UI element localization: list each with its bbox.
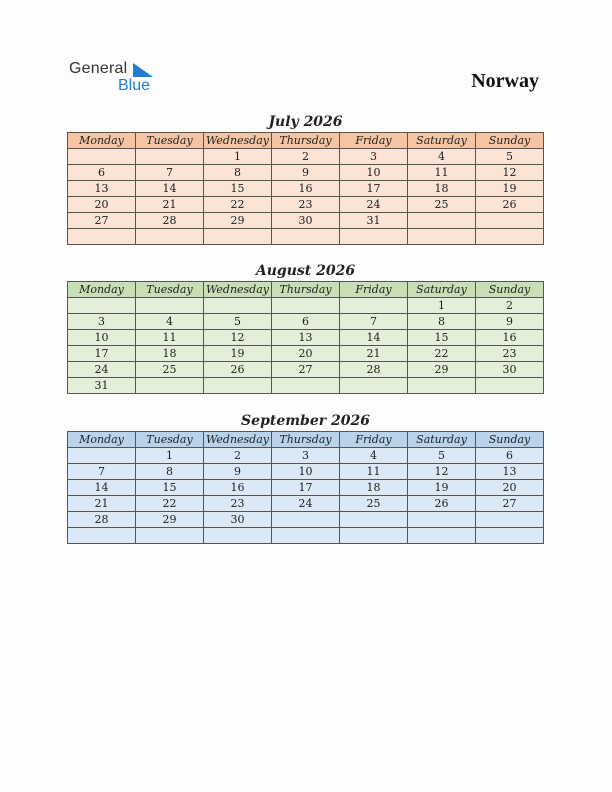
day-cell [68,229,136,245]
day-cell: 22 [408,346,476,362]
day-cell: 29 [136,512,204,528]
weekday-header: Friday [340,432,408,448]
country-title: Norway [471,70,539,92]
day-cell: 30 [204,512,272,528]
week-row [68,298,544,314]
day-cell [340,229,408,245]
day-cell [204,229,272,245]
week-row [68,362,544,378]
day-cell: 22 [204,197,272,213]
day-cell: 1 [204,149,272,165]
day-cell: 9 [272,165,340,181]
week-row [68,314,544,330]
day-cell: 21 [340,346,408,362]
day-cell: 13 [68,181,136,197]
day-cell [136,229,204,245]
day-cell: 12 [476,165,544,181]
day-cell [136,298,204,314]
day-cell: 2 [272,149,340,165]
day-cell [136,378,204,394]
day-cell: 17 [340,181,408,197]
day-cell [476,528,544,544]
day-cell: 1 [408,298,476,314]
day-cell: 2 [476,298,544,314]
day-cell: 28 [136,213,204,229]
day-cell: 27 [476,496,544,512]
weekday-header: Thursday [272,282,340,298]
brand-logo [69,60,169,96]
day-cell [272,378,340,394]
month-title: September 2026 [241,413,370,429]
day-cell: 24 [68,362,136,378]
day-cell: 3 [340,149,408,165]
day-cell: 4 [340,448,408,464]
day-cell [476,229,544,245]
day-cell [68,149,136,165]
day-cell: 9 [476,314,544,330]
day-cell: 6 [68,165,136,181]
week-row [68,378,544,394]
day-cell: 31 [68,378,136,394]
day-cell [272,298,340,314]
day-cell: 31 [340,213,408,229]
day-cell: 25 [340,496,408,512]
day-cell: 10 [68,330,136,346]
weekday-header: Tuesday [136,133,204,149]
weekday-header: Saturday [408,432,476,448]
day-cell: 17 [272,480,340,496]
weekday-header: Monday [68,432,136,448]
day-cell: 6 [476,448,544,464]
day-cell: 1 [136,448,204,464]
day-cell: 5 [476,149,544,165]
day-cell: 9 [204,464,272,480]
day-cell [408,213,476,229]
day-cell: 14 [68,480,136,496]
week-row [68,346,544,362]
day-cell: 16 [204,480,272,496]
week-row [68,213,544,229]
weekday-header-row [68,133,544,149]
weekday-header: Wednesday [204,432,272,448]
week-row [68,197,544,213]
day-cell: 25 [408,197,476,213]
week-row [68,149,544,165]
day-cell [408,512,476,528]
day-cell: 11 [408,165,476,181]
day-cell: 12 [204,330,272,346]
weekday-header: Sunday [476,432,544,448]
month-title: July 2026 [268,114,343,130]
day-cell [136,149,204,165]
day-cell [408,528,476,544]
day-cell: 27 [68,213,136,229]
month-august [67,261,544,394]
weekday-header: Tuesday [136,282,204,298]
day-cell [340,528,408,544]
week-row [68,229,544,245]
day-cell: 11 [136,330,204,346]
day-cell: 29 [408,362,476,378]
weekday-header: Wednesday [204,282,272,298]
day-cell [68,528,136,544]
day-cell: 28 [340,362,408,378]
day-cell: 4 [136,314,204,330]
day-cell: 30 [476,362,544,378]
day-cell [204,298,272,314]
day-cell: 22 [136,496,204,512]
day-cell: 25 [136,362,204,378]
weekday-header: Thursday [272,432,340,448]
day-cell: 13 [272,330,340,346]
day-cell: 16 [272,181,340,197]
day-cell: 16 [476,330,544,346]
day-cell: 21 [136,197,204,213]
day-cell: 21 [68,496,136,512]
day-cell: 26 [408,496,476,512]
day-cell [136,528,204,544]
day-cell: 12 [408,464,476,480]
day-cell: 26 [476,197,544,213]
day-cell: 20 [476,480,544,496]
day-cell: 23 [272,197,340,213]
weekday-header: Tuesday [136,432,204,448]
day-cell: 3 [272,448,340,464]
weekday-header: Monday [68,282,136,298]
day-cell: 15 [204,181,272,197]
day-cell [340,512,408,528]
weekday-header: Friday [340,282,408,298]
day-cell: 20 [68,197,136,213]
weekday-header: Sunday [476,133,544,149]
day-cell: 2 [204,448,272,464]
day-cell: 7 [68,464,136,480]
day-cell: 23 [476,346,544,362]
weekday-header-row [68,432,544,448]
day-cell [272,512,340,528]
day-cell [204,378,272,394]
day-cell [68,448,136,464]
day-cell [408,378,476,394]
day-cell [68,298,136,314]
day-cell: 14 [340,330,408,346]
calendar-grid [67,281,544,394]
day-cell: 8 [136,464,204,480]
day-cell: 7 [136,165,204,181]
day-cell: 28 [68,512,136,528]
calendar-grid [67,132,544,245]
brand-name-general: General [69,60,128,77]
day-cell: 10 [340,165,408,181]
day-cell: 15 [408,330,476,346]
weekday-header: Saturday [408,133,476,149]
day-cell: 30 [272,213,340,229]
weekday-header: Wednesday [204,133,272,149]
week-row [68,448,544,464]
day-cell: 19 [476,181,544,197]
day-cell: 13 [476,464,544,480]
day-cell [408,229,476,245]
day-cell: 3 [68,314,136,330]
day-cell [340,298,408,314]
day-cell [476,512,544,528]
day-cell: 5 [408,448,476,464]
week-row [68,165,544,181]
week-row [68,528,544,544]
day-cell: 18 [340,480,408,496]
brand-name-blue: Blue [118,77,151,94]
day-cell: 24 [272,496,340,512]
day-cell [204,528,272,544]
week-row [68,496,544,512]
week-row [68,181,544,197]
day-cell: 8 [408,314,476,330]
weekday-header-row [68,282,544,298]
day-cell: 27 [272,362,340,378]
week-row [68,330,544,346]
day-cell: 7 [340,314,408,330]
day-cell: 26 [204,362,272,378]
day-cell: 15 [136,480,204,496]
day-cell: 8 [204,165,272,181]
day-cell: 24 [340,197,408,213]
week-row [68,480,544,496]
day-cell [476,213,544,229]
day-cell: 23 [204,496,272,512]
day-cell: 19 [408,480,476,496]
day-cell: 6 [272,314,340,330]
day-cell: 11 [340,464,408,480]
day-cell: 19 [204,346,272,362]
day-cell [272,229,340,245]
month-september [67,411,544,544]
day-cell: 10 [272,464,340,480]
month-title: August 2026 [255,263,356,279]
weekday-header: Thursday [272,133,340,149]
week-row [68,464,544,480]
day-cell: 18 [408,181,476,197]
week-row [68,512,544,528]
weekday-header: Saturday [408,282,476,298]
day-cell: 4 [408,149,476,165]
logo-triangle-icon [133,63,153,77]
day-cell [476,378,544,394]
calendar-grid [67,431,544,544]
weekday-header: Monday [68,133,136,149]
weekday-header: Friday [340,133,408,149]
day-cell: 18 [136,346,204,362]
day-cell: 20 [272,346,340,362]
day-cell: 17 [68,346,136,362]
day-cell [272,528,340,544]
day-cell [340,378,408,394]
day-cell: 5 [204,314,272,330]
day-cell: 29 [204,213,272,229]
day-cell: 14 [136,181,204,197]
weekday-header: Sunday [476,282,544,298]
month-july [67,112,544,245]
